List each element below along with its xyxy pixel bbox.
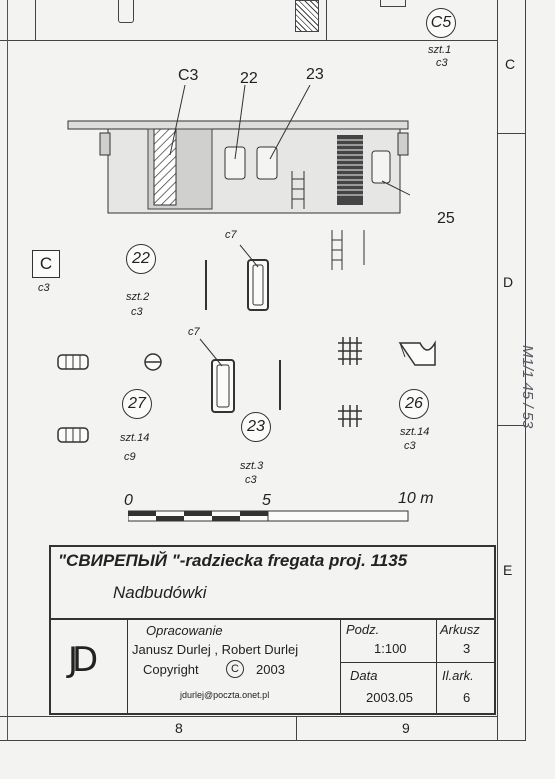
part-c5-note: c3 xyxy=(436,57,448,69)
callout-c7-upper: c7 xyxy=(225,229,237,241)
callout-23: 23 xyxy=(306,66,324,83)
copyright-label: Copyright xyxy=(143,662,199,677)
callout-c7-lower: c7 xyxy=(188,326,200,338)
prep-label: Opracowanie xyxy=(146,623,223,638)
callout-22: 22 xyxy=(240,70,258,87)
part-22-marker: 22 xyxy=(126,244,156,274)
part-27-note: c9 xyxy=(124,451,136,463)
bottom-strip-top xyxy=(0,716,497,717)
part-27-marker: 27 xyxy=(122,389,152,419)
drawing-title: "СВИРЕПЫЙ "-radziecka fregata proj. 1135 xyxy=(58,551,408,570)
part-27-qty: szt.14 xyxy=(120,432,150,444)
grid-letter-c: C xyxy=(505,56,516,72)
authors: Janusz Durlej , Robert Durlej xyxy=(132,642,299,657)
flat-parts-drawing xyxy=(40,225,480,450)
title-block-divider-h xyxy=(49,618,496,620)
grid-letter-e: E xyxy=(503,562,513,578)
part-26-marker: 26 xyxy=(399,389,429,419)
title-block-divider-meta2 xyxy=(436,618,437,715)
scale-field-label: Podz. xyxy=(346,622,380,637)
date-field-label: Data xyxy=(350,668,378,683)
grid-number-9: 9 xyxy=(402,720,410,736)
author-email: jdurlej@poczta.onet.pl xyxy=(180,690,270,700)
callout-25: 25 xyxy=(437,210,455,227)
part-23-qty: szt.3 xyxy=(240,460,264,472)
grid-letter-d: D xyxy=(503,274,514,290)
top-tab-part xyxy=(380,0,406,7)
sheet-field-label: Arkusz xyxy=(440,622,480,637)
scale-bar xyxy=(128,510,410,524)
date-field-value: 2003.05 xyxy=(366,690,413,705)
sheet-field-value: 3 xyxy=(463,641,471,656)
handwritten-note: M1/1 45 / 53 xyxy=(519,345,536,429)
grid-number-8: 8 xyxy=(175,720,183,736)
part-c-marker: C xyxy=(32,250,60,278)
part-26-note: c3 xyxy=(404,440,416,452)
scale-label-mid: 5 xyxy=(262,492,271,509)
part-23-note: c3 xyxy=(245,474,257,486)
part-c-note: c3 xyxy=(38,282,50,294)
title-block-divider-logo xyxy=(127,618,128,715)
copyright-icon: C xyxy=(226,660,244,678)
scale-field-value: 1:100 xyxy=(374,641,407,656)
jd-logo: JD xyxy=(68,640,93,680)
count-field-value: 6 xyxy=(463,690,471,705)
part-26-qty: szt.14 xyxy=(400,426,430,438)
left-border xyxy=(7,0,8,740)
part-22-qty: szt.2 xyxy=(126,291,150,303)
count-field-label: Il.ark. xyxy=(442,668,474,683)
right-strip-tick-c xyxy=(497,133,525,134)
drawing-subtitle: Nadbudówki xyxy=(113,583,207,602)
top-partial-box xyxy=(35,0,327,41)
superstructure-side-view xyxy=(60,85,410,215)
copyright-year: 2003 xyxy=(256,662,285,677)
bottom-border xyxy=(0,740,526,741)
part-c5-marker: C5 xyxy=(426,8,456,38)
part-23-marker: 23 xyxy=(241,412,271,442)
callout-c3: C3 xyxy=(178,67,199,84)
scale-label-end: 10 m xyxy=(398,490,434,507)
top-door-part xyxy=(118,0,134,23)
title-block-divider-mid xyxy=(340,662,496,663)
scale-label-start: 0 xyxy=(124,492,133,509)
top-hatched-part xyxy=(295,0,319,32)
title-block-divider-meta xyxy=(340,618,341,715)
part-c5-qty: szt.1 xyxy=(428,44,452,56)
part-22-note: c3 xyxy=(131,306,143,318)
bottom-strip-divider xyxy=(296,716,297,740)
